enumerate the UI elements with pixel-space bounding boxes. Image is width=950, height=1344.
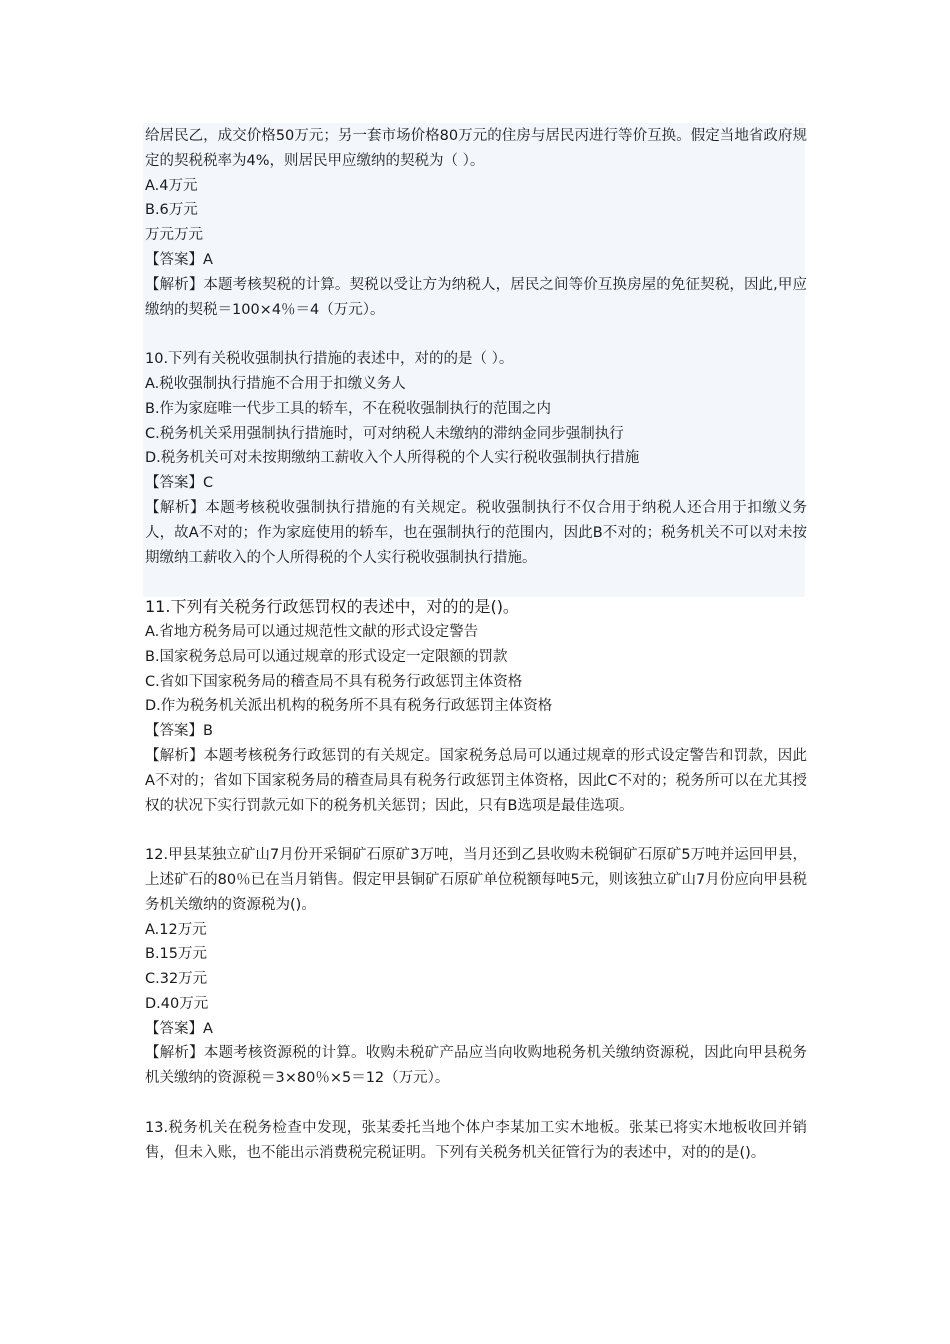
q9-option-cd: 万元万元 [145, 227, 203, 244]
q10-option-d: D.税务机关可对未按期缴纳工薪收入个人所得税的个人实行税收强制执行措施 [145, 450, 640, 467]
q11-option-d: D.作为税务机关派出机构的税务所不具有税务行政惩罚主体资格 [145, 698, 553, 715]
q12-option-b: B.15万元 [145, 946, 208, 963]
q9-answer: 【答案】A [145, 251, 213, 268]
q11-option-c: C.省如下国家税务局的稽查局不具有税务行政惩罚主体资格 [145, 673, 523, 690]
q9-option-b: B.6万元 [145, 202, 198, 219]
q11-option-b: B.国家税务总局可以通过规章的形式设定一定限额的罚款 [145, 648, 508, 665]
q11-stem: 11.下列有关税务行政惩罚权的表述中，对的的是()。 [145, 597, 519, 617]
q11-answer: 【答案】B [145, 723, 213, 740]
q10-option-a: A.税收强制执行措施不合用于扣缴义务人 [145, 375, 406, 392]
q12-option-c: C.32万元 [145, 971, 208, 988]
q10-answer: 【答案】C [145, 475, 214, 492]
q12-answer: 【答案】A [145, 1020, 213, 1037]
q10-option-c: C.税务机关采用强制执行措施时，可对纳税人未缴纳的滞纳金同步强制执行 [145, 425, 624, 442]
q12-option-a: A.12万元 [145, 921, 207, 938]
q12-analysis: 【解析】本题考核资源税的计算。收购未税矿产品应当向收购地税务机关缴纳资源税，因此向甲县税务机关缴纳的资源税＝3×80％×5＝12（万元）。 [145, 1045, 807, 1087]
document-body [145, 124, 807, 1165]
q9-stem: 给居民乙，成交价格50万元；另一套市场价格80万元的住房与居民丙进行等价互换。假定当地省政府规定的契税税率为4%，则居民甲应缴纳的契税为（ ）。 [145, 128, 807, 169]
q13-stem: 13.税务机关在税务检查中发现，张某委托当地个体户李某加工实木地板。张某已将实木地板收回并销售，但未入账，也不能出示消费税完税证明。下列有关税务机关征管行为的表述中，对的的是()。 [145, 1119, 807, 1161]
q9-analysis: 【解析】本题考核契税的计算。契税以受让方为纳税人，居民之间等价互换房屋的免征契税，因此,甲应缴纳的契税＝100×4％＝4（万元）。 [145, 276, 807, 318]
q12-stem: 12.甲县某独立矿山7月份开采铜矿石原矿3万吨，当月还到乙县收购未税铜矿石原矿5万吨并运回甲县，上述矿石的80％已在当月销售。假定甲县铜矿石原矿单位税额每吨5元，则该独立矿山7月份应向甲县税务机关缴纳的资源税为()。 [145, 847, 807, 913]
q12-option-d: D.40万元 [145, 995, 209, 1012]
q11-analysis: 【解析】本题考核税务行政惩罚的有关规定。国家税务总局可以通过规章的形式设定警告和罚款，因此A不对的；省如下国家税务局的稽查局具有税务行政惩罚主体资格，因此C不对的；税务所可以在尤其授权的状况下实行罚款元如下的税务机关惩罚；因此，只有B选项是最佳选项。 [145, 747, 807, 814]
q10-option-b: B.作为家庭唯一代步工具的轿车，不在税收强制执行的范围之内 [145, 400, 552, 417]
q10-stem: 10.下列有关税收强制执行措施的表述中，对的的是（ ）。 [145, 351, 514, 368]
q10-analysis: 【解析】本题考核税收强制执行措施的有关规定。税收强制执行不仅合用于纳税人还合用于扣缴义务人，故A不对的；作为家庭使用的轿车，也在强制执行的范围内，因此B不对的；税务机关不可以对未按期缴纳工薪收入的个人所得税的个人实行税收强制执行措施。 [145, 499, 807, 566]
q11-option-a: A.省地方税务局可以通过规范性文献的形式设定警告 [145, 623, 479, 640]
q9-option-a: A.4万元 [145, 177, 198, 194]
